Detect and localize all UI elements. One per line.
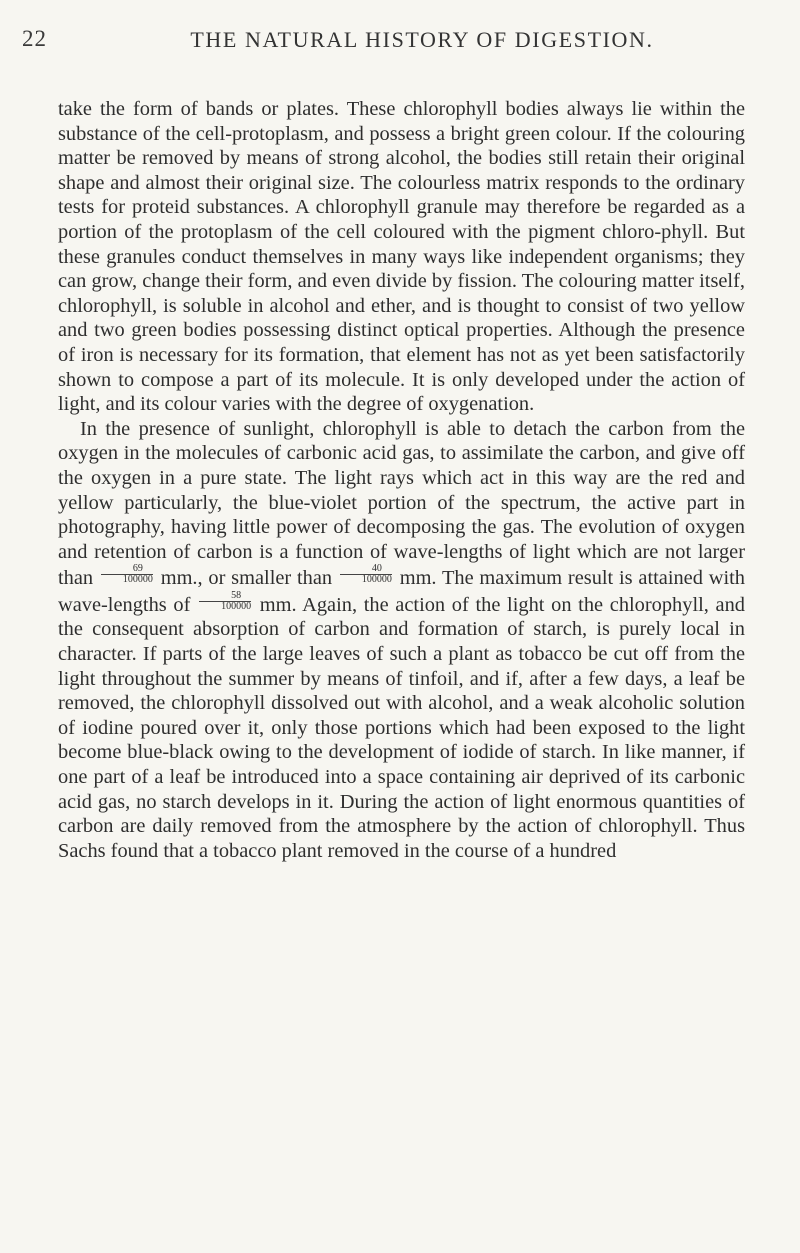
paragraph-2-part-b: mm., or smaller than xyxy=(160,567,333,590)
fraction-numerator: 58 xyxy=(199,591,251,602)
fraction-numerator: 40 xyxy=(340,564,392,575)
fraction-numerator: 69 xyxy=(101,564,153,575)
paragraph-1: take the form of bands or plates. These chlorophyll bodies always lie within the substance of the cell-protoplasm, and possess a bright green colour. If the colouring matter be removed by means of strong alcohol, the bodies still retain their original shape and almost their original size. The colourless matrix responds to the ordinary tests for proteid substances. A chlorophyll granule may therefore be regarded as a portion of the protoplasm of the cell coloured with the pigment chloro-phyll. But these granules conduct themselves in many ways like independent organisms; they can grow, change their form, and even divide by fission. The colouring matter itself, chlorophyll, is soluble in alcohol and ether, and is thought to consist of two yellow and two green bodies possessing distinct optical properties. Although the presence of iron is necessary for its formation, that element has not as yet been satisfactorily shown to compose a part of its molecule. It is only developed under the action of light, and its colour varies with the degree of oxygenation. xyxy=(58,98,745,416)
paragraph-2-part-a: In the presence of sunlight, chlorophyll is able to detach the carbon from the oxygen in the molecules of carbonic acid gas, to assimilate the carbon, and give off the oxygen in a pure state. The light rays which act in this way are the red and yellow particularly, the blue-violet portion of the spectrum, the active part in photography, having little power of decomposing the gas. The evolution of oxygen and retention of carbon is a function of wave-lengths of light which are not larger than xyxy=(58,417,745,590)
running-head xyxy=(22,26,762,56)
body-text xyxy=(58,97,745,863)
fraction-wavelength-lower xyxy=(340,564,392,585)
running-title: THE NATURAL HISTORY OF DIGESTION. xyxy=(190,27,654,52)
fraction-denominator: 100000 xyxy=(361,574,392,586)
fraction-denominator: 100000 xyxy=(122,574,153,586)
fraction-wavelength-maximum xyxy=(199,591,251,612)
fraction-wavelength-upper xyxy=(101,564,153,585)
paragraph-2-part-d: mm. Again, the action of the light on the chlorophyll, and the consequent absorption of carbon and formation of starch, is purely local in character. If parts of the large leaves of such a plant as tobacco be cut off from the light throughout the summer by means of tinfoil, and if, after a few days, a leaf be removed, the chlorophyll dissolved out with alcohol, and a weak alcoholic solution of iodine poured over it, only those portions which had been exposed to the light become blue-black owing to the development of iodide of starch. In like manner, if one part of a leaf be introduced into a space containing air deprived of its carbonic acid gas, no starch develops in it. During the action of light enormous quantities of carbon are daily removed from the atmosphere by the action of chlorophyll. Thus Sachs found that a tobacco plant removed in the course of a hundred xyxy=(58,593,745,862)
page-number: 22 xyxy=(22,26,47,51)
fraction-denominator: 100000 xyxy=(221,600,252,612)
paragraph-2 xyxy=(58,417,745,864)
paragraph-2-part-c: mm. The maximum result is attained with wave-lengths of xyxy=(58,567,745,616)
